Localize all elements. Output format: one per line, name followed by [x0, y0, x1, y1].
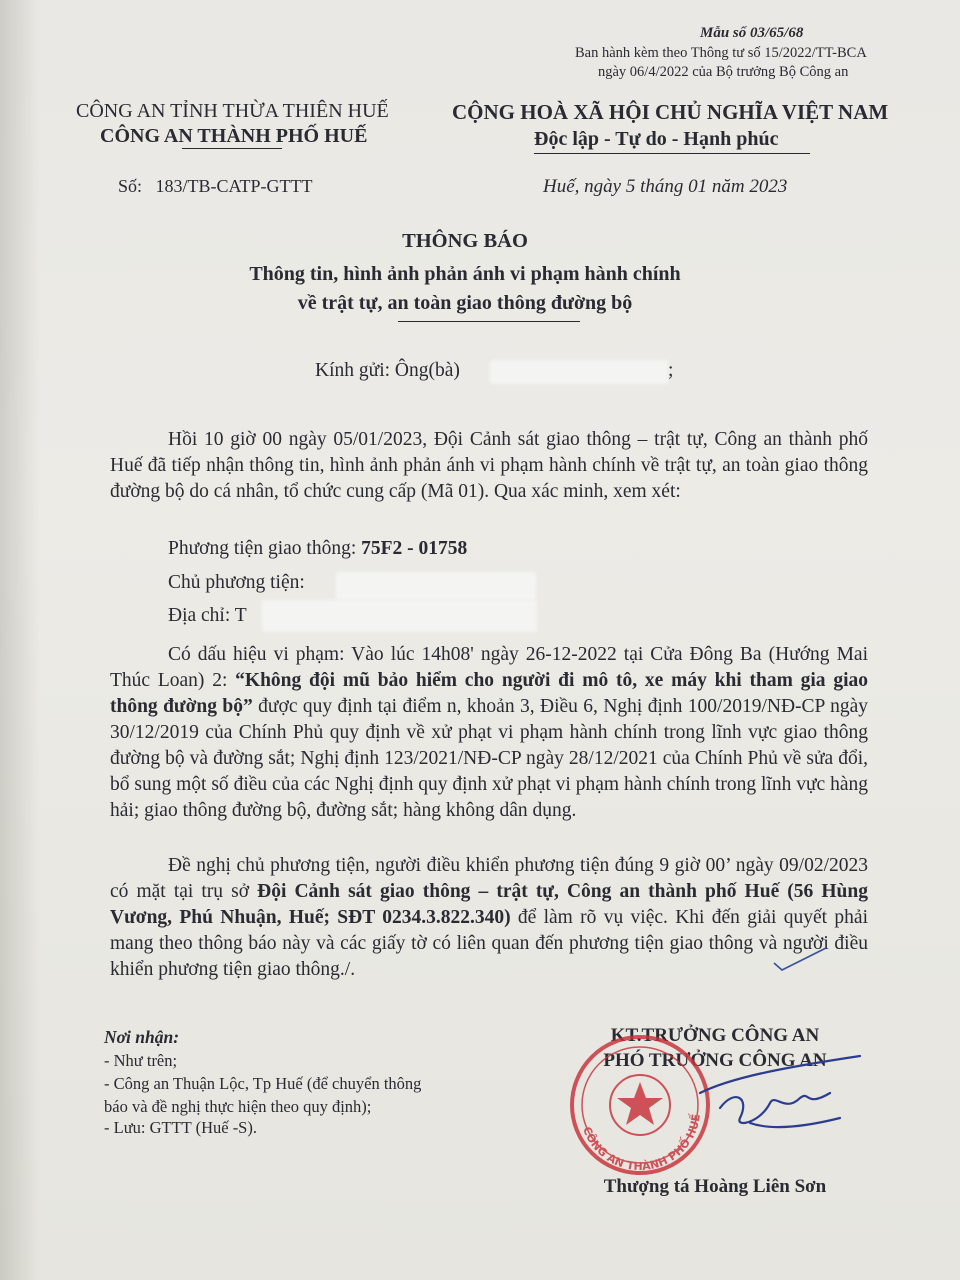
recipient-end: ;: [668, 360, 674, 381]
issuer-underline: [182, 148, 282, 149]
handwritten-signature: [690, 1048, 870, 1138]
seal-text: CÔNG AN THÀNH PHỐ HUẾ: [580, 1113, 703, 1174]
redacted-address: [262, 600, 537, 632]
recipients-line-2: - Công an Thuận Lộc, Tp Huế (để chuyển thông: [104, 1074, 422, 1093]
body-paragraph-1: Hồi 10 giờ 00 ngày 05/01/2023, Đội Cảnh sát giao thông – trật tự, Công an thành phố Huế đã tiếp nhận thông tin, hình ảnh phản ánh vi phạm hành chính về trật tự, an toàn giao thông đường bộ do cá nhân, tổ chức cung cấp (Mã 01). Qua xác minh, xem xét:: [110, 429, 868, 502]
recipient-label: Kính gửi: Ông(bà): [315, 360, 460, 381]
violation-legal-basis: được quy định tại điểm n, khoản 3, Điều 6, Nghị định 100/2019/NĐ-CP ngày 30/12/2019 của Chính Phủ quy định về xử phạt vi phạm hành chính trong lĩnh vực giao thông đường bộ và đường sắt; Nghị định 123/2021/NĐ-CP ngày 28/12/2021 của Chính Phủ về sửa đổi, bổ sung một số điều của các Nghị định quy định xử phạt vi phạm hành chính trong lĩnh vực hàng hải; giao thông đường bộ, đường sắt; hàng không dân dụng.: [110, 696, 868, 821]
body-paragraph-2: [110, 642, 868, 824]
nation-motto: Độc lập - Tự do - Hạnh phúc: [534, 128, 779, 150]
owner-label: Chủ phương tiện:: [168, 572, 305, 593]
body-paragraph-3: [110, 853, 868, 983]
vehicle-plate: 75F2 - 01758: [361, 538, 468, 559]
request-location: Đội Cảnh sát giao thông – trật tự, Công an thành phố Huế (56 Hùng Vương, Phú Nhuận, Huế; SĐT 0234.3.822.340): [110, 881, 868, 928]
recipients-line-3: báo và đề nghị thực hiện theo quy định);: [104, 1097, 372, 1116]
nation-name: CỘNG HOÀ XÃ HỘI CHỦ NGHĨA VIỆT NAM: [452, 100, 889, 124]
address-label: Địa chỉ: T: [168, 605, 247, 626]
issuer-parent: CÔNG AN TỈNH THỪA THIÊN HUẾ: [76, 100, 389, 122]
signature-line-1: KT.TRƯỞNG CÔNG AN: [610, 1025, 820, 1046]
redacted-owner: [336, 572, 536, 600]
signature-line-2: PHÓ TRƯỞNG CÔNG AN: [603, 1050, 827, 1071]
request-details: để làm rõ vụ việc. Khi đến giải quyết phải mang theo thông báo này và các giấy tờ có liên quan đến phương tiện giao thông và người điều khiển phương tiện giao thông./.: [110, 907, 868, 980]
document-number: Số: 183/TB-CATP-GTTT: [118, 176, 313, 196]
form-issued-with: Ban hành kèm theo Thông tư số 15/2022/TT-BCA: [575, 45, 867, 61]
page-shadow: [0, 0, 40, 1280]
vehicle-line: [168, 538, 467, 560]
form-issued-date: ngày 06/4/2022 của Bộ trưởng Bộ Công an: [598, 64, 849, 80]
violation-intro: Có dấu hiệu vi phạm: Vào lúc 14h08' ngày 26-12-2022 tại Cửa Đông Ba (Hướng Mai Thúc Loan) 2:: [110, 644, 868, 691]
notice-subtitle-2: về trật tự, an toàn giao thông đường bộ: [297, 292, 633, 314]
request-intro: Đề nghị chủ phương tiện, người điều khiển phương tiện đúng 9 giờ 00’ ngày 09/02/2023 có mặt tại trụ sở: [110, 855, 868, 902]
notice-title: THÔNG BÁO: [402, 230, 528, 252]
title-underline: [398, 321, 580, 322]
recipients-heading: Nơi nhận:: [104, 1027, 180, 1047]
place-date: Huế, ngày 5 tháng 01 năm 2023: [543, 176, 788, 197]
signer-name: Thượng tá Hoàng Liên Sơn: [603, 1176, 827, 1197]
issuer-unit: CÔNG AN THÀNH PHỐ HUẾ: [100, 125, 368, 147]
redacted-recipient: [490, 360, 668, 384]
violation-description: “Không đội mũ bảo hiểm cho người đi mô tô, xe máy khi tham gia giao thông đường bộ”: [110, 670, 868, 717]
notice-subtitle-1: Thông tin, hình ảnh phản ánh vi phạm hành chính: [249, 263, 681, 285]
pen-check-mark: [770, 945, 830, 975]
svg-text:CÔNG AN THÀNH PHỐ HUẾ: [580, 1112, 703, 1173]
recipients-line-1: - Như trên;: [104, 1051, 178, 1070]
vehicle-label: Phương tiện giao thông:: [168, 538, 362, 559]
motto-underline: [534, 153, 810, 154]
form-number: Mẫu số 03/65/68: [700, 25, 804, 41]
recipients-line-4: - Lưu: GTTT (Huế -S).: [104, 1118, 257, 1137]
